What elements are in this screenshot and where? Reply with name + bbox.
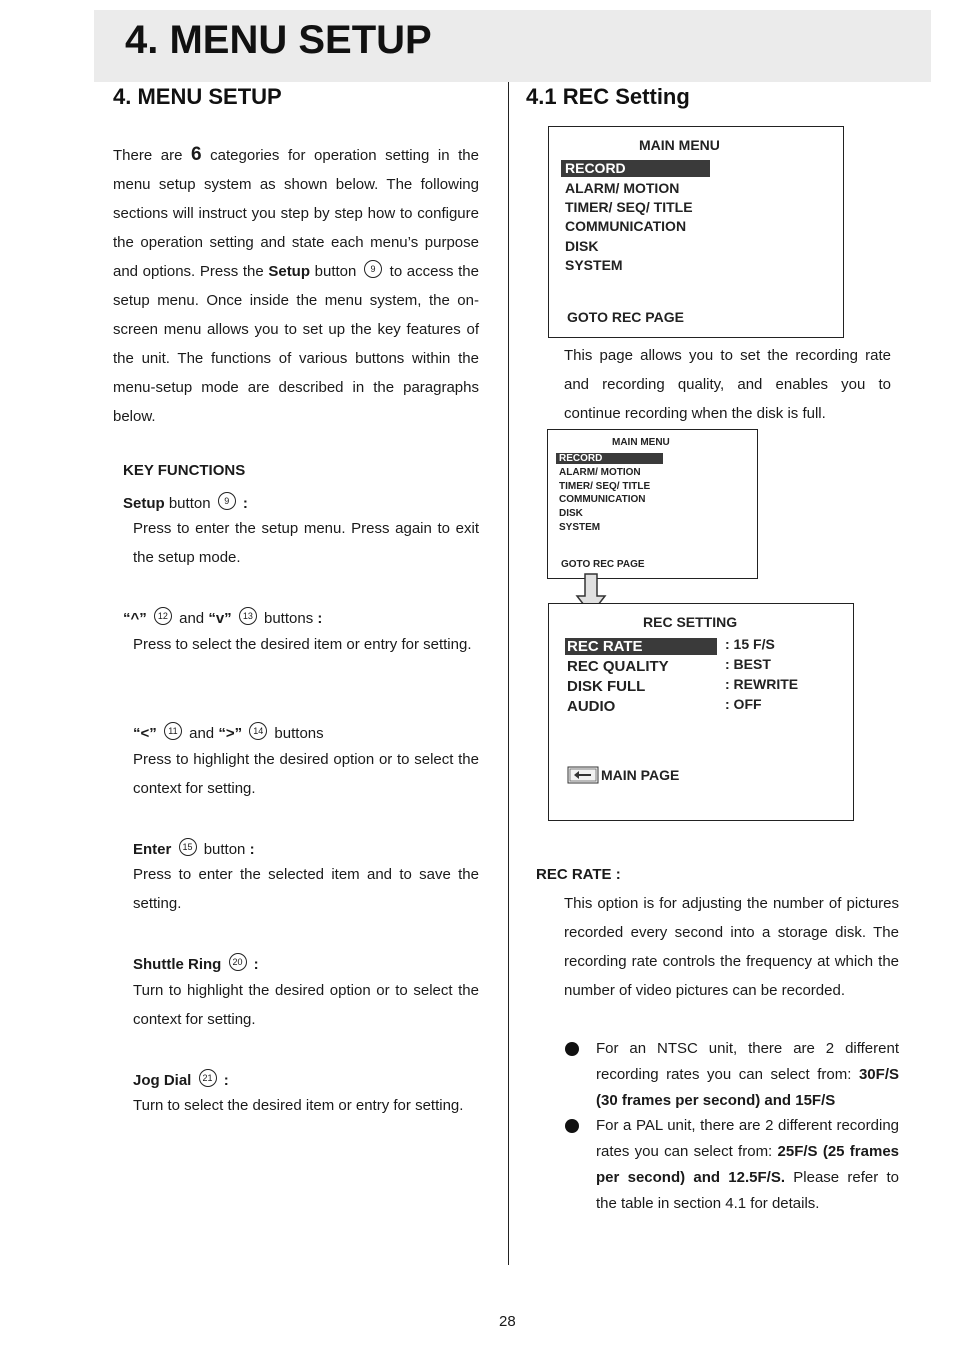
setup-key-desc: Press to enter the setup menu. Press again to exit the setup mode.: [133, 520, 479, 566]
shuttle-key-name: Shuttle Ring: [133, 956, 222, 973]
leftright-key-label: [133, 722, 324, 742]
audio-row-label[interactable]: AUDIO: [567, 698, 616, 715]
column-divider: [508, 82, 509, 1265]
menu-item-system[interactable]: SYSTEM: [559, 522, 601, 533]
rec-rate-row-label[interactable]: REC RATE: [565, 638, 717, 655]
button-number-icon: 21: [199, 1069, 217, 1087]
intro-text: button: [310, 263, 362, 280]
pal-tail: Please refer to the table in section 4.1 for details.: [596, 1169, 899, 1212]
and-word: and: [189, 725, 215, 742]
button-number-icon: 11: [164, 722, 182, 740]
main-menu-screen: [548, 126, 844, 338]
subsection-heading: 4.1 REC Setting: [526, 84, 690, 109]
button-number-icon: 15: [179, 838, 197, 856]
menu-item-system[interactable]: SYSTEM: [565, 257, 623, 273]
button-number-icon: 9: [218, 492, 236, 510]
shuttle-key-desc: Turn to highlight the desired option or to select the context for setting.: [133, 982, 479, 1028]
enter-key-label: [133, 838, 255, 858]
key-functions-heading: KEY FUNCTIONS: [123, 462, 246, 479]
main-menu-title: MAIN MENU: [639, 137, 720, 153]
enter-key-desc: Press to enter the selected item and to save the setting.: [133, 866, 479, 912]
bullet-icon: [565, 1119, 579, 1133]
rec-quality-row-label[interactable]: REC QUALITY: [567, 658, 669, 675]
setup-key-name: Setup: [123, 495, 165, 512]
intro-text: categories for operation setting in the menu setup system as shown below. The following sections will instruct you step by step how to configure the operation setting and state each menu’s purpose and options. Press the: [113, 147, 479, 280]
button-number-icon: 12: [154, 607, 172, 625]
ntsc-rates: 30F/S (30 frames per second) and 15F/S: [596, 1066, 899, 1109]
category-count: 6: [191, 144, 202, 165]
pal-rates: 25F/S (25 frames per second) and 12.5F/S.: [596, 1143, 900, 1186]
button-number-icon: 9: [364, 260, 382, 278]
rec-setting-screen: [548, 603, 854, 821]
intro-text: to access the setup menu. Once inside the menu system, the on-screen menu allows you to set up the key features of the unit. The functions of various buttons within the menu-setup mode are described in the paragraphs below.: [113, 263, 479, 425]
menu-item-record[interactable]: RECORD: [561, 160, 710, 177]
shuttle-key-label: [133, 953, 259, 973]
rec-rate-heading: REC RATE :: [536, 866, 621, 883]
button-number-icon: 13: [239, 607, 257, 625]
section-heading: 4. MENU SETUP: [113, 84, 282, 109]
rec-quality-value[interactable]: : BEST: [725, 656, 771, 672]
goto-rec-page[interactable]: GOTO REC PAGE: [561, 559, 645, 570]
button-number-icon: 14: [249, 722, 267, 740]
pal-bullet: [596, 1113, 899, 1217]
menu-item-disk[interactable]: DISK: [559, 508, 583, 519]
menu-item-timer[interactable]: TIMER/ SEQ/ TITLE: [559, 481, 651, 492]
ntsc-bullet: [596, 1036, 899, 1114]
button-number-icon: 20: [229, 953, 247, 971]
updown-key-desc: Press to select the desired item or entry for setting.: [133, 636, 472, 653]
setup-bold: Setup: [268, 263, 311, 280]
audio-value[interactable]: : OFF: [725, 696, 762, 712]
right-key-name: “>”: [218, 725, 243, 742]
colon: :: [253, 956, 259, 973]
left-key-name: “<”: [133, 725, 157, 742]
main-page-link[interactable]: MAIN PAGE: [601, 767, 680, 783]
buttons-word: buttons: [274, 725, 324, 742]
jog-key-label: [133, 1069, 229, 1089]
goto-rec-page[interactable]: GOTO REC PAGE: [567, 309, 684, 325]
jog-key-name: Jog Dial: [133, 1072, 192, 1089]
menu-item-communication[interactable]: COMMUNICATION: [559, 494, 646, 505]
page-title: 4. MENU SETUP: [125, 18, 432, 62]
button-word: button: [203, 841, 246, 858]
setup-key-word: button: [164, 495, 211, 512]
menu-item-communication[interactable]: COMMUNICATION: [565, 218, 687, 234]
down-key-name: “v”: [208, 610, 232, 627]
menu-item-alarm[interactable]: ALARM/ MOTION: [559, 467, 641, 478]
main-menu-screen-small: [547, 429, 758, 579]
rec-setting-title: REC SETTING: [643, 614, 738, 630]
rec-rate-desc: This option is for adjusting the number of pictures recorded every second into a storage disk. The recording rate controls the frequency at which the number of video pictures can be recorded.: [564, 895, 899, 999]
rec-rate-value[interactable]: : 15 F/S: [725, 636, 775, 652]
colon: :: [249, 841, 255, 858]
setup-key-label: [123, 492, 248, 512]
main-menu-title: MAIN MENU: [612, 437, 670, 448]
menu-item-timer[interactable]: TIMER/ SEQ/ TITLE: [565, 199, 693, 215]
rec-setting-description: This page allows you to set the recording rate and recording quality, and enables you to continue recording when the disk is full.: [564, 347, 891, 422]
up-key-name: “^”: [123, 610, 147, 627]
intro-paragraph: [113, 140, 479, 431]
updown-key-label: [123, 607, 322, 627]
pal-text: For a PAL unit, there are 2 different recording rates you can select from:: [596, 1117, 899, 1160]
and-word: and: [179, 610, 205, 627]
colon: :: [317, 610, 323, 627]
menu-item-alarm[interactable]: ALARM/ MOTION: [565, 180, 680, 196]
return-icon[interactable]: [567, 766, 599, 784]
disk-full-value[interactable]: : REWRITE: [725, 676, 799, 692]
bullet-icon: [565, 1042, 579, 1056]
intro-text: There are: [113, 147, 192, 164]
colon: :: [223, 1072, 229, 1089]
menu-item-record[interactable]: RECORD: [556, 453, 663, 464]
disk-full-row-label[interactable]: DISK FULL: [567, 678, 646, 695]
colon: :: [242, 495, 248, 512]
leftright-key-desc: Press to highlight the desired option or to select the context for setting.: [133, 751, 479, 797]
jog-key-desc: Turn to select the desired item or entry for setting.: [133, 1097, 464, 1114]
menu-item-disk[interactable]: DISK: [565, 238, 599, 254]
enter-key-name: Enter: [133, 841, 172, 858]
ntsc-text: For an NTSC unit, there are 2 different recording rates you can select from:: [596, 1040, 899, 1083]
buttons-word: buttons: [264, 610, 314, 627]
page-number: 28: [499, 1313, 516, 1330]
